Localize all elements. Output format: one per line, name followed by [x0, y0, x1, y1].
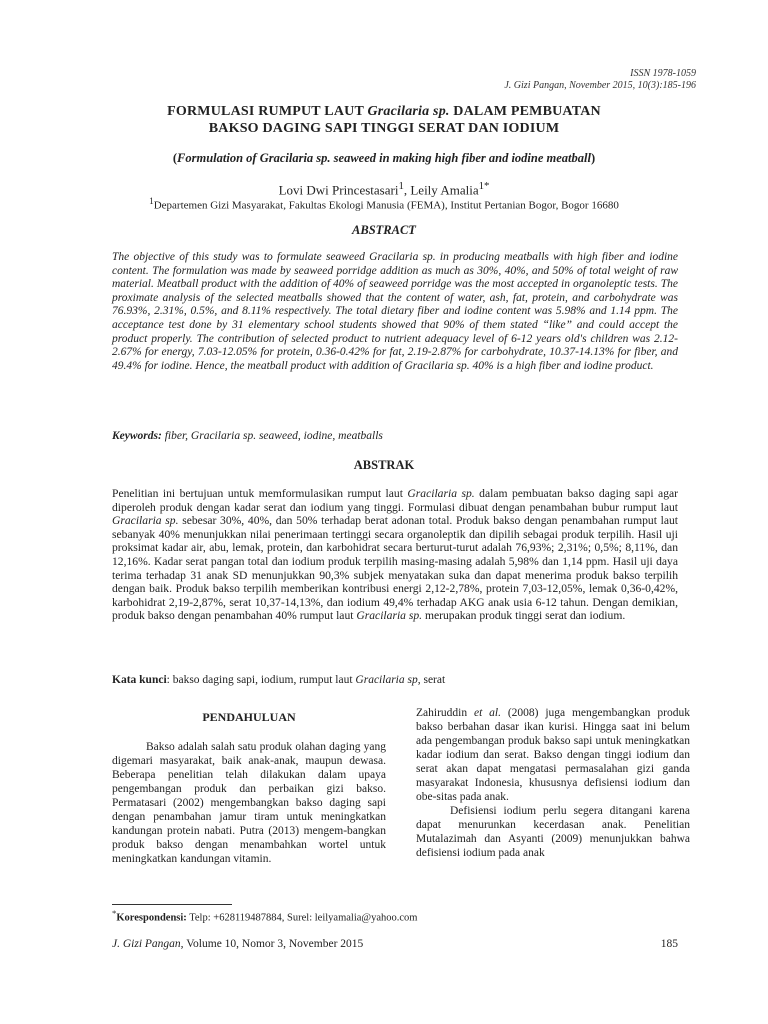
footnote-label: Korespondensi:: [116, 912, 187, 924]
keywords-indonesian: [112, 673, 678, 687]
author-affil-marker: 1: [398, 180, 404, 192]
keywords-label: Keywords:: [112, 430, 162, 442]
abstrak-text: dalam pembuatan bakso daging sapi agar diperoleh produk dengan kadar serat dan iodium yang tinggi. Formulasi dibuat dengan penambahan bubur rumput laut: [112, 487, 679, 514]
abstrak-heading: ABSTRAK: [353, 458, 415, 472]
page-number: 185: [660, 938, 678, 950]
journal-citation: J. Gizi Pangan, November 2015, 10(3):185-196: [504, 80, 696, 91]
abstract-english-body: The objective of this study was to formulate seaweed Gracilaria sp. in producing meatballs with high fiber and iodine content. The formulation was made by seaweed porridge addition as much as 30%, 40%, and 50% of total weight of raw material. Meatball product with the addition of 40% of seaweed porridge was the most accepted in organoleptic tests. The proximate analysis of the selected meatballs showed that the content of water, ash, fat, protein, and carbohydrate was 76.93%, 2.31%, 0.5%, and 8.11% respectively. The total dietary fiber and iodine content was 5.98% and 1.14 ppm. The acceptance test done by 31 elementary school students showed that 90% of them stated “like” and could accept the product properly. The contribution of selected product to nutrient adequacy level of 6-12 years old's children was 2.12-2.67% for energy, 7.03-12.05% for protein, 0.36-0.42% for fat, 2.19-2.87% for carbohydrate, 10.37-14.13% for fiber, and 49.4% for iodine. Hence, the meatball product with addition of Gracilaria sp. 40% is a high fiber and iodine product.: [112, 251, 678, 372]
subtitle-paren: (: [172, 151, 178, 165]
kata-kunci-text: : bakso daging sapi, iodium, rumput laut: [166, 674, 356, 686]
footnote-rule: [112, 904, 232, 905]
affil-marker: 1: [149, 196, 154, 206]
author-name: Lovi Dwi Princestasari: [278, 182, 399, 198]
footnote-text: Telp: +628119487884, Surel: leilyamalia@yahoo.com: [186, 912, 418, 924]
affiliation: [90, 194, 678, 213]
author-affil-marker: 1*: [478, 180, 490, 192]
kata-kunci-label: Kata kunci: [112, 674, 167, 686]
intro-right-column: [416, 706, 690, 860]
title-line-2: BAKSO DAGING SAPI TINGGI SERAT DAN IODIUM: [208, 121, 560, 136]
pendahuluan-heading: PENDAHULUAN: [202, 710, 296, 724]
author-name: , Leily Amalia: [403, 182, 479, 198]
intro-text: (2008) juga mengembangkan produk bakso berbahan dasar ikan kurisi. Hingga saat ini belum ada pengembangan produk bakso sapi untuk meningkatkan kadar iodium dan serat. Bakso dengan tinggi iodium dan serat akan dapat mengatasi permasalahan gizi ganda masyarakat Indonesia, khususnya defisiensi iodium dan obe-sitas pada anak.: [416, 707, 690, 803]
intro-paragraph: Defisiensi iodium perlu segera ditangani karena dapat menurunkan kecerdasan anak. Penelitian Mutalazimah dan Asyanti (2009) menunjukkan bahwa defisiensi iodium pada anak: [416, 805, 690, 859]
title-species: Gracilaria sp.: [367, 104, 450, 119]
correspondence-footnote: [112, 907, 417, 925]
keywords-text: fiber, Gracilaria sp. seaweed, iodine, meatballs: [161, 430, 383, 442]
abstrak-text: sebesar 30%, 40%, dan 50% terhadap berat adonan total. Produk bakso dengan penambahan rumput laut sebanyak 40% menunjukkan nilai penerimaan tertinggi secara organoleptik dan dipilih sebagai produk terpilih. Hasil uji proksimat kadar air, abu, lemak, protein, dan karbohidrat secara berturut-turut adalah 76,93%; 2,31%; 0,5%; 8,11%, dan 12,16%. Kadar serat pangan total dan iodium produk terpilih masing-masing adalah 5,98% dan 1,14 ppm. Hasil uji daya terima terhadap 31 anak SD menunjukkan 90,3% subjek menyatakan suka dan dapat menerima produk bakso terpilih dengan baik. Produk bakso terpilih memberikan kontribusi energi 2,12-2,78%, protein 7,03-12,05%, lemak 0,36-0,42%, karbohidrat 2,19-2,87%, serat 10,37-14,13%, dan iodium 49,4% terhadap AKG anak usia 6-12 tahun. Dengan demikian, produk bakso dengan penambahan 40% rumput laut: [112, 514, 679, 623]
title-part: FORMULASI RUMPUT LAUT: [167, 104, 368, 119]
subtitle-text: Formulation of Gracilaria sp. seaweed in making high fiber and iodine meatball: [177, 151, 591, 165]
footer-journal: J. Gizi Pangan,: [112, 938, 184, 950]
abstract-heading: ABSTRACT: [352, 223, 416, 237]
abstrak-species: Gracilaria sp.: [407, 487, 475, 500]
issn-label: ISSN 1978-1059: [630, 68, 696, 79]
title-part: DALAM PEMBUATAN: [449, 104, 601, 119]
intro-etal: et al.: [473, 707, 501, 719]
footnote-marker: *: [112, 908, 117, 918]
page-footer: [112, 937, 678, 951]
abstrak-text: merupakan produk tinggi serat dan iodium.: [422, 609, 626, 623]
paper-title: [90, 103, 678, 137]
abstract-indonesian-body: [112, 487, 678, 623]
paper-subtitle-english: [90, 150, 678, 166]
subtitle-paren: ): [590, 151, 596, 165]
kata-kunci-text: , serat: [417, 674, 446, 686]
intro-text: Zahiruddin: [416, 707, 474, 719]
footer-issue: Volume 10, Nomor 3, November 2015: [183, 938, 364, 950]
intro-paragraph: [416, 706, 690, 804]
intro-left-column: [112, 740, 386, 866]
intro-paragraph: Bakso adalah salah satu produk olahan daging yang digemari masyarakat, baik anak-anak, maupun dewasa. Beberapa penelitian telah dilakukan dalam upaya pengembangan produk dan perbaikan gizi bakso. Permatasari (2002) mengembangkan bakso daging sapi dengan penambahan jamur tiram untuk meningkatkan kandungan protein nabati. Putra (2013) mengem-bangkan produk bakso dengan menambahkan wortel untuk meningkatkan kandungan vitamin.: [112, 741, 386, 865]
kata-kunci-species: Gracilaria sp: [355, 674, 418, 686]
abstrak-species: Gracilaria sp.: [356, 609, 423, 623]
abstrak-text: Penelitian ini bertujuan untuk memformulasikan rumput laut: [112, 487, 408, 500]
keywords-english: [112, 429, 678, 443]
affil-text: Departemen Gizi Masyarakat, Fakultas Ekologi Manusia (FEMA), Institut Pertanian Bogor, Bogor 16680: [153, 199, 619, 212]
abstrak-species: Gracilaria sp.: [112, 514, 179, 528]
